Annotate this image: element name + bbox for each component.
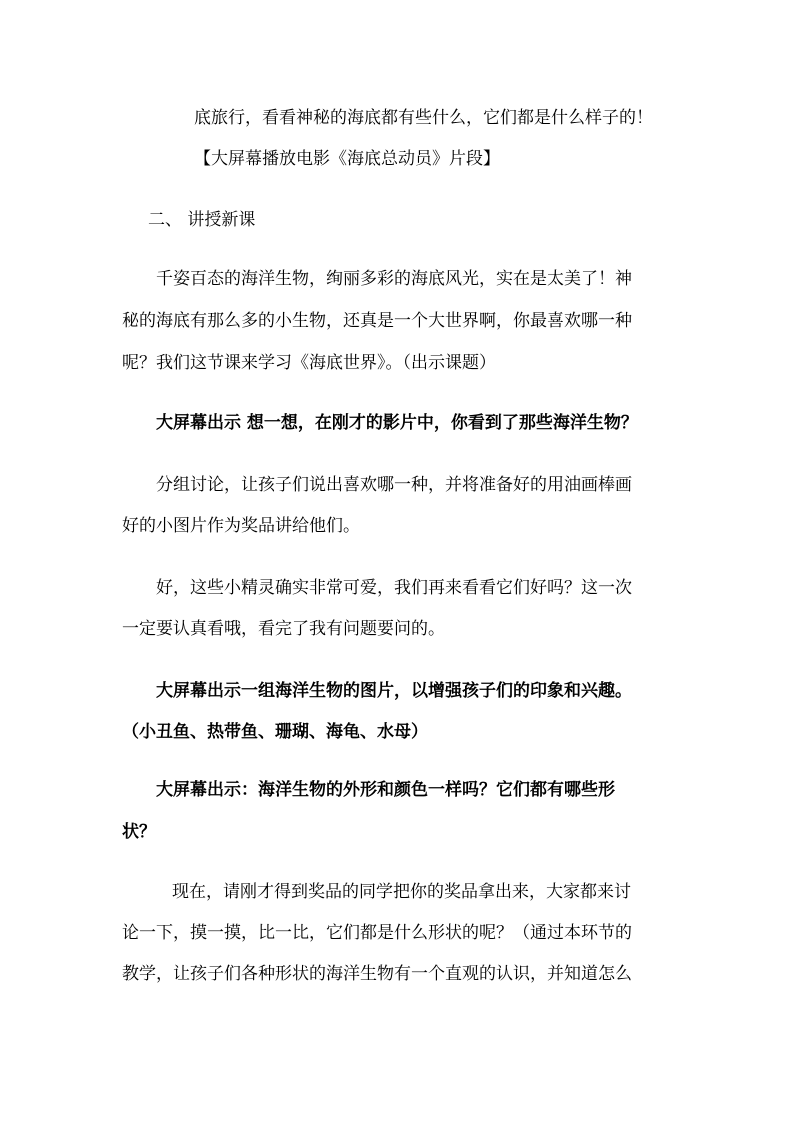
text-line-bold: 大屏幕出示一组海洋生物的图片，以增强孩子们的印象和兴趣。 — [156, 681, 632, 701]
text-line: 教学，让孩子们各种形状的海洋生物有一个直观的认识，并知道怎么 — [122, 964, 632, 984]
text-line-bold: 大屏幕出示 想一想，在刚才的影片中，你看到了那些海洋生物？ — [156, 413, 638, 433]
text-line: 千姿百态的海洋生物，绚丽多彩的海底风光，实在是太美了！神 — [156, 269, 632, 289]
text-line: 呢？我们这节课来学习《海底世界》。（出示课题） — [122, 353, 496, 373]
text-line: 【大屏幕播放电影《海底总动员》片段】 — [194, 149, 500, 169]
text-line: 秘的海底有那么多的小生物，还真是一个大世界啊，你最喜欢哪一种 — [122, 311, 632, 331]
text-line: 底旅行，看看神秘的海底都有些什么，它们都是什么样子的！ — [194, 108, 653, 128]
text-line: 一定要认真看哦，看完了我有问题要问的。 — [122, 619, 445, 639]
text-line: 好，这些小精灵确实非常可爱，我们再来看看它们好吗？这一次 — [156, 578, 632, 598]
text-line: 好的小图片作为奖品讲给他们。 — [122, 516, 360, 536]
text-line: 分组讨论，让孩子们说出喜欢哪一种，并将准备好的用油画棒画 — [156, 475, 632, 495]
section-heading: 二、 讲授新课 — [148, 210, 256, 230]
text-line: 论一下，摸一摸，比一比，它们都是什么形状的呢？（通过本环节的 — [122, 923, 632, 943]
text-line-bold: 大屏幕出示：海洋生物的外形和颜色一样吗？它们都有哪些形 — [156, 780, 615, 800]
text-line-bold: 状？ — [122, 822, 156, 842]
text-line-bold: （小丑鱼、热带鱼、珊瑚、海龟、水母） — [122, 722, 428, 742]
text-line: 现在，请刚才得到奖品的同学把你的奖品拿出来，大家都来讨 — [172, 882, 631, 902]
